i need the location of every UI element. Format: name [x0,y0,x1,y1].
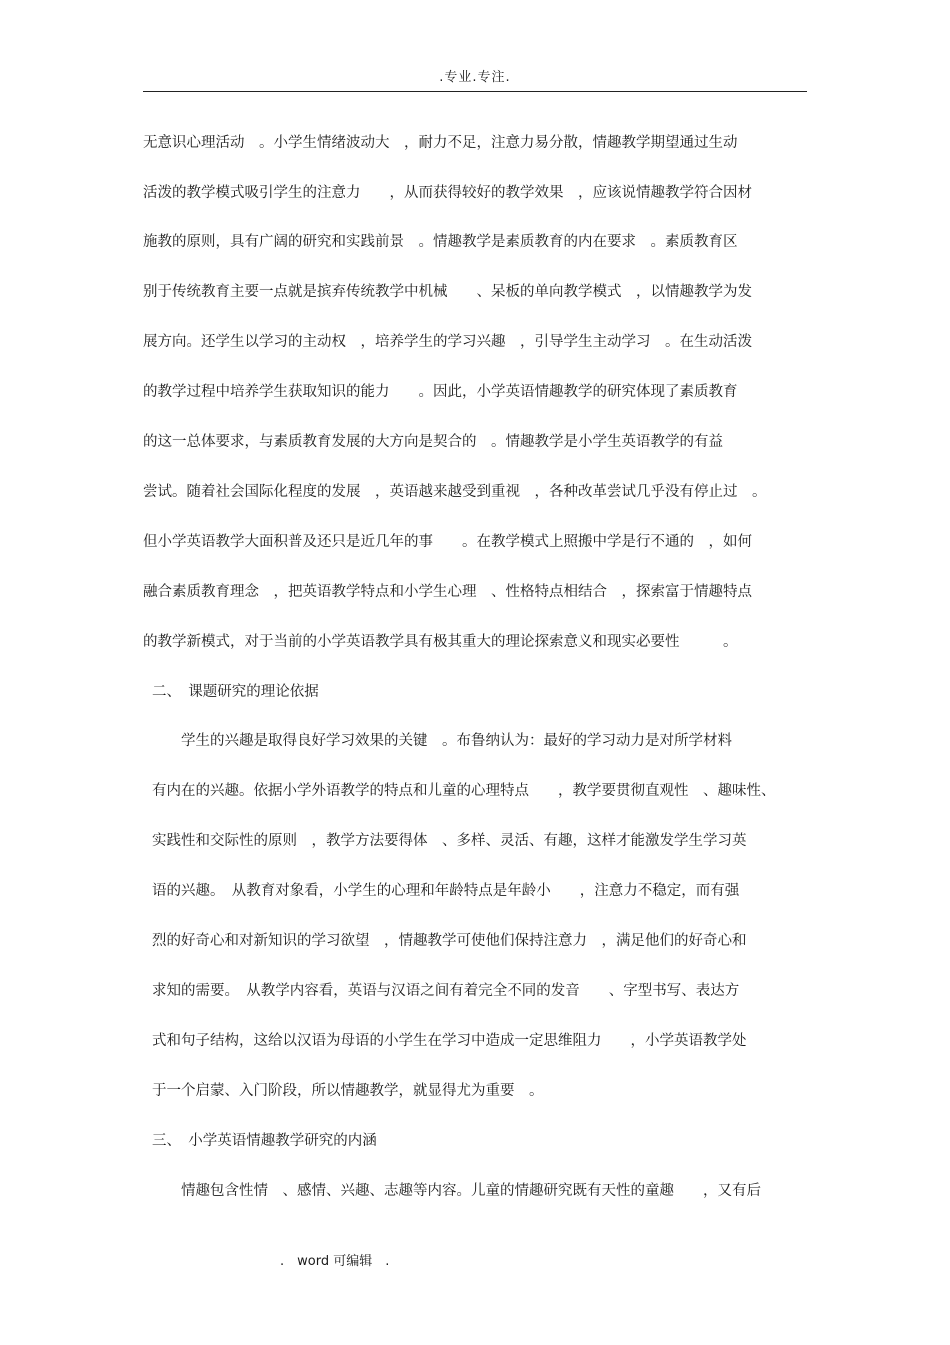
text-line: 但小学英语教学大面积普及还只是近几年的事 。在教学模式上照搬中学是行不通的 ，如何 [143,534,752,550]
text-line: 融合素质教育理念 ，把英语教学特点和小学生心理 、性格特点相结合 ，探索富于情趣特点 [143,584,752,600]
text-line: 情趣包含性情 、感情、兴趣、志趣等内容。儿童的情趣研究既有天性的童趣 ，又有后 [152,1183,761,1199]
text-line: 求知的需要。 从教学内容看，英语与汉语之间有着完全不同的发音 、字型书写、表达方 [152,983,740,999]
text-line: 尝试。随着社会国际化程度的发展 ，英语越来越受到重视 ，各种改革尝试几乎没有停止过 。 [143,484,767,500]
text-line: 烈的好奇心和对新知识的学习欲望 ，情趣教学可使他们保持注意力 ，满足他们的好奇心和 [152,933,747,949]
text-line: 实践性和交际性的原则 ，教学方法要得体 、多样、灵活、有趣，这样才能激发学生学习英 [152,833,747,849]
section-heading: 三、 小学英语情趣教学研究的内涵 [152,1133,377,1149]
page-header: .专业.专注. [439,70,511,85]
text-line: 展方向。还学生以学习的主动权 ，培养学生的学习兴趣 ，引导学生主动学习 。在生动活泼 [143,334,752,350]
text-line: 的教学过程中培养学生获取知识的能力 。因此，小学英语情趣教学的研究体现了素质教育 [143,384,738,400]
text-line: 的这一总体要求，与素质教育发展的大方向是契合的 。情趣教学是小学生英语教学的有益 [143,434,723,450]
section-heading: 二、 课题研究的理论依据 [152,684,319,700]
text-line: 有内在的兴趣。依据小学外语教学的特点和儿童的心理特点 ，教学要贯彻直观性 、趣味性、 [152,783,776,799]
text-line: 语的兴趣。 从教育对象看，小学生的心理和年龄特点是年龄小 ，注意力不稳定，而有强 [152,883,740,899]
text-line: 的教学新模式，对于当前的小学英语教学具有极其重大的理论探索意义和现实必要性 。 [143,634,738,650]
text-line: 施教的原则，具有广阔的研究和实践前景 。情趣教学是素质教育的内在要求 。素质教育区 [143,234,738,250]
text-line: 活泼的教学模式吸引学生的注意力 ，从而获得较好的教学效果 ，应该说情趣教学符合因材 [143,185,752,201]
text-line: 无意识心理活动 。小学生情绪波动大 ，耐力不足，注意力易分散，情趣教学期望通过生动 [143,135,738,151]
text-line: 别于传统教育主要一点就是摈弃传统教学中机械 、呆板的单向教学模式 ，以情趣教学为发 [143,284,752,300]
text-line: 于一个启蒙、入门阶段，所以情趣教学，就显得尤为重要 。 [152,1083,544,1099]
page-footer: . word 可编辑 . [280,1254,390,1269]
text-line: 式和句子结构，这给以汉语为母语的小学生在学习中造成一定思维阻力 ，小学英语教学处 [152,1033,747,1049]
header-divider [143,91,807,92]
text-line: 学生的兴趣是取得良好学习效果的关键 。布鲁纳认为：最好的学习动力是对所学材料 [152,733,732,749]
